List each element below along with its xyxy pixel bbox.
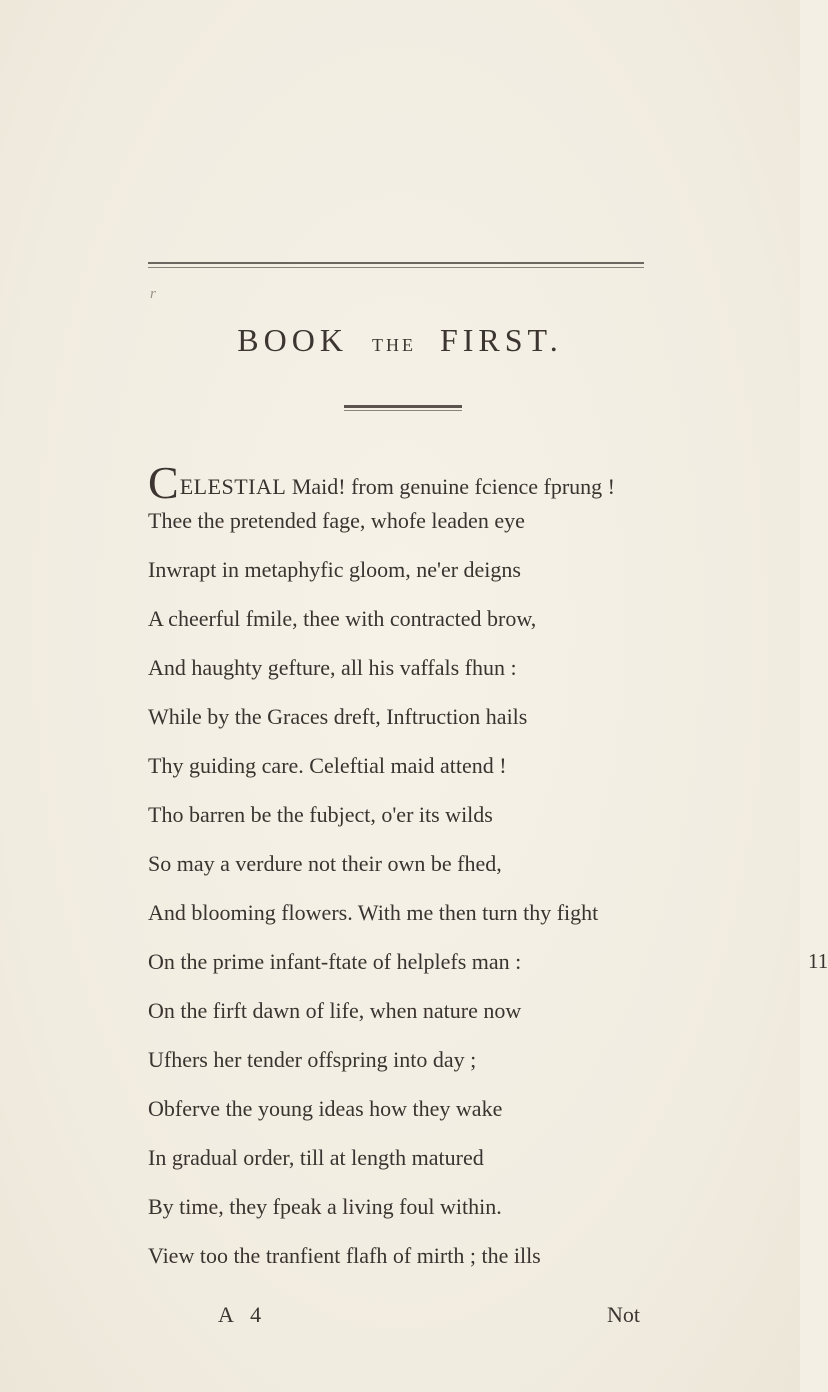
poem-line: Thee the pretended fage, whofe leaden eye [148,508,525,533]
title-word-book: BOOK [237,322,348,358]
poem-line: While by the Graces dreft, Inftruction hails [148,704,528,729]
poem-line: Obferve the young ideas how they wake [148,1096,503,1121]
title-double-rule [344,405,462,411]
poem-line: By time, they fpeak a living foul within. [148,1194,502,1219]
line-number: 11 [808,949,828,973]
poem-line: Tho barren be the fubject, o'er its wilds [148,802,493,827]
poem-line: View too the tranfient flafh of mirth ; the ills [148,1243,541,1268]
title-word-the: THE [371,335,416,355]
poem-line: And blooming flowers. With me then turn thy fight [148,900,599,925]
poem-line: Thy guiding care. Celeftial maid attend ! [148,753,507,778]
catchword: Not [607,1302,640,1327]
drop-initial: C [148,457,179,508]
title-word-first: FIRST. [439,322,563,358]
poem-line: So may a verdure not their own be fhed, [148,851,502,876]
poem-line-1 [148,456,615,508]
stray-ink-mark: r [150,286,156,302]
poem-line: On the prime infant-ftate of helplefs man : [148,949,522,974]
book-title [0,322,800,359]
first-line-tail: Maid! from genuine fcience fprung ! [286,474,615,499]
poem-line: Inwrapt in metaphyfic gloom, ne'er deigns [148,557,521,582]
poem-line: In gradual order, till at length matured [148,1145,484,1170]
poem-line: A cheerful fmile, thee with contracted brow, [148,606,537,631]
signature-mark: A 4 [218,1302,268,1327]
poem-line: Ufhers her tender offspring into day ; [148,1047,477,1072]
poem-line: On the firft dawn of life, when nature now [148,998,522,1023]
top-double-rule [148,262,644,270]
poem-line: And haughty gefture, all his vaffals fhun : [148,655,517,680]
first-word-caps: ELESTIAL [179,474,287,499]
